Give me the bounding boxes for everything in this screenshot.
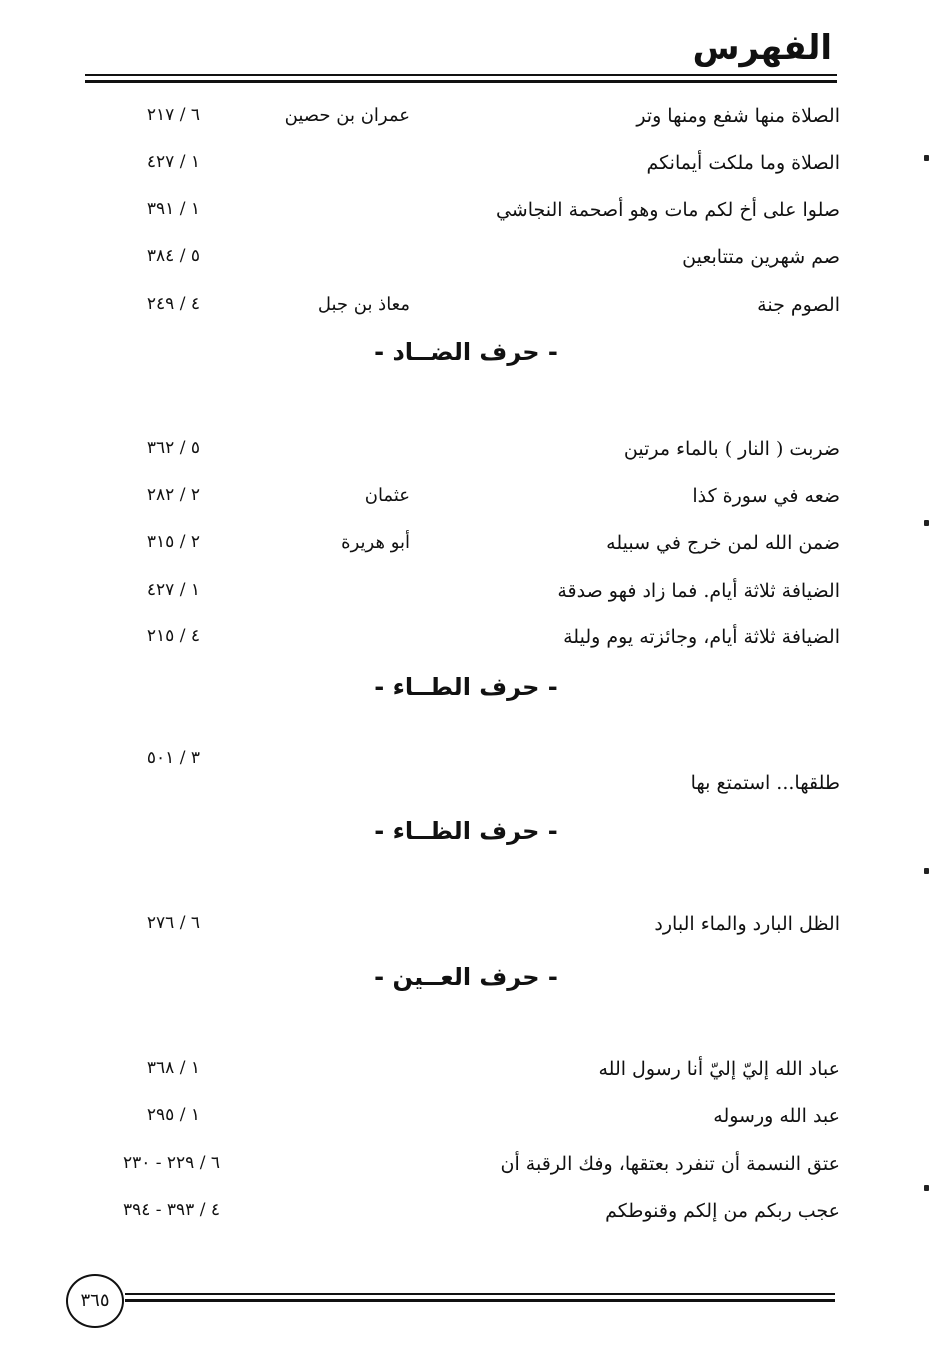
footer-rule — [125, 1293, 835, 1301]
reference: ٤ / ٢٤٩ — [146, 294, 200, 314]
reference: ٥ / ٣٦٢ — [146, 438, 200, 458]
index-entry — [0, 105, 932, 137]
scan-mark — [924, 155, 929, 161]
reference: ١ / ٢٩٥ — [146, 1105, 200, 1125]
hadith-text: عتق النسمة أن تنفرد بعتقها، وفك الرقبة أن — [500, 1153, 840, 1175]
index-entry — [0, 1105, 932, 1137]
index-entry — [0, 294, 932, 326]
section-heading-za: - حرف الظــاء - — [374, 817, 558, 845]
hadith-text: الضيافة ثلاثة أيام. فما زاد فهو صدقة — [557, 580, 840, 602]
index-entry — [0, 772, 932, 804]
narrator: عثمان — [364, 485, 410, 506]
footer-rule-inner — [125, 1301, 835, 1302]
reference: ٦ / ٢١٧ — [146, 105, 200, 125]
reference: ٤ / ٣٩٣ - ٣٩٤ — [122, 1200, 220, 1220]
hadith-text: الضيافة ثلاثة أيام، وجائزته يوم وليلة — [563, 626, 840, 648]
scan-mark — [924, 1185, 929, 1191]
hadith-text: الصلاة وما ملكت أيمانكم — [646, 152, 840, 174]
page-title: الفهرس — [692, 28, 832, 68]
index-entry — [0, 532, 932, 564]
reference: ٦ / ٢٢٩ - ٢٣٠ — [122, 1153, 220, 1173]
hadith-text: الصوم جنة — [757, 294, 840, 316]
index-entry — [0, 152, 932, 184]
index-entry — [0, 246, 932, 278]
hadith-text: ضعه في سورة كذا — [692, 485, 840, 507]
hadith-text: صم شهرين متتابعين — [682, 246, 840, 268]
index-entry — [0, 1153, 932, 1185]
scan-mark — [924, 868, 929, 874]
hadith-text: ضربت ( النار ) بالماء مرتين — [623, 438, 840, 460]
reference: ١ / ٣٩١ — [146, 199, 200, 219]
hadith-text: عبد الله ورسوله — [713, 1105, 840, 1127]
reference: ٤ / ٢١٥ — [146, 626, 200, 646]
scan-mark — [924, 520, 929, 526]
index-entry — [0, 580, 932, 612]
reference: ٢ / ٣١٥ — [146, 532, 200, 552]
index-entry — [0, 199, 932, 231]
reference: ١ / ٤٢٧ — [146, 580, 200, 600]
reference: ٦ / ٢٧٦ — [146, 913, 200, 933]
narrator: معاذ بن جبل — [317, 294, 410, 315]
index-entry — [0, 485, 932, 517]
index-entry — [0, 913, 932, 945]
hadith-text: الظل البارد والماء البارد — [654, 913, 840, 935]
hadith-text: الصلاة منها شفع ومنها وتر — [636, 105, 840, 127]
page-number: ٣٦٥ — [66, 1274, 124, 1328]
index-entry — [0, 1058, 932, 1090]
hadith-text: عجب ربكم من إلكم وقنوطكم — [605, 1200, 840, 1222]
reference: ٣ / ٥٠١ — [146, 748, 200, 768]
hadith-text: عباد الله إليّ إليّ أنا رسول الله — [598, 1058, 840, 1080]
index-entry — [0, 1200, 932, 1232]
reference: ٥ / ٣٨٤ — [146, 246, 200, 266]
section-heading-dad: - حرف الضــاد - — [374, 338, 558, 366]
hadith-text: طلقها... استمتع بها — [690, 772, 840, 794]
section-heading-ta: - حرف الطــاء - — [374, 673, 558, 701]
index-entry — [0, 626, 932, 658]
index-entry — [0, 438, 932, 470]
narrator: أبو هريرة — [341, 532, 410, 553]
reference: ١ / ٤٢٧ — [146, 152, 200, 172]
section-heading-ain: - حرف العــين - — [374, 963, 558, 991]
reference: ١ / ٣٦٨ — [146, 1058, 200, 1078]
hadith-text: ضمن الله لمن خرج في سبيله — [606, 532, 840, 554]
narrator: عمران بن حصين — [284, 105, 410, 126]
hadith-text: صلوا على أخ لكم مات وهو أصحمة النجاشي — [495, 199, 840, 221]
reference: ٢ / ٢٨٢ — [146, 485, 200, 505]
